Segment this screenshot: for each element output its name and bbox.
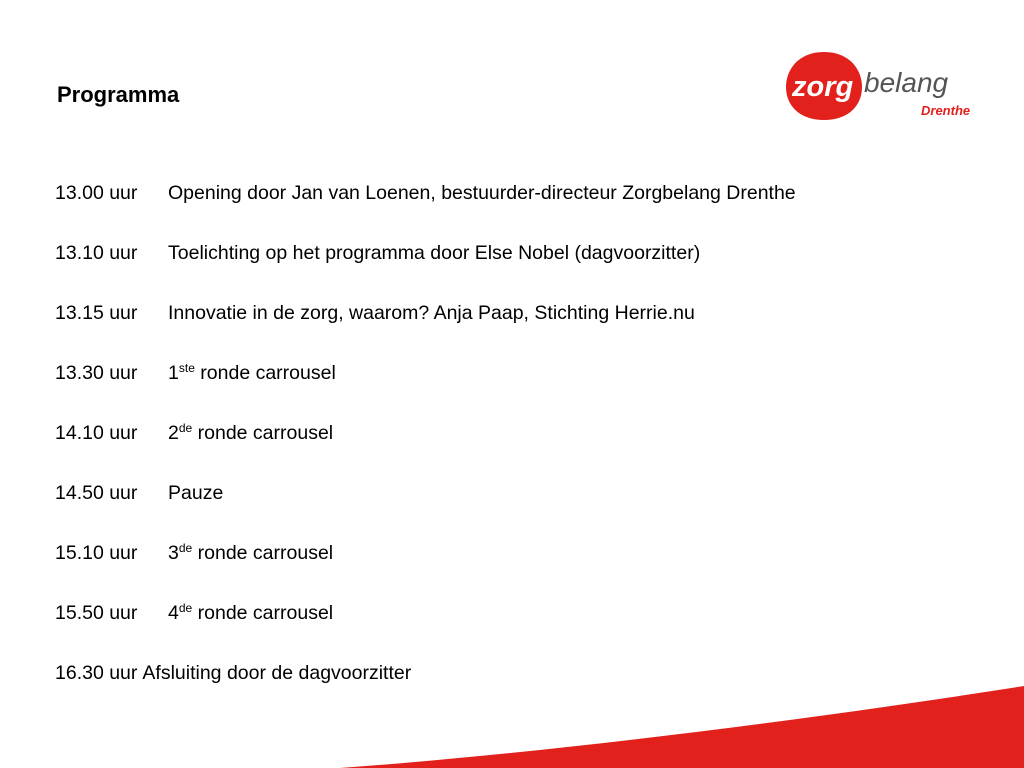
agenda-item [55, 600, 796, 660]
agenda-ordinal-suffix: de [178, 541, 193, 555]
agenda-number: 4 [168, 602, 179, 624]
agenda-item [55, 480, 796, 540]
agenda-text: ronde carrousel [192, 602, 334, 624]
agenda-ordinal-suffix: de [178, 421, 193, 435]
agenda-ordinal-suffix: de [178, 601, 193, 615]
logo-word-belang: belang [864, 67, 949, 98]
agenda-text: ronde carrousel [194, 362, 336, 384]
zorgbelang-logo [786, 50, 986, 125]
agenda-item [55, 180, 796, 240]
agenda-time: 14.50 uur [55, 482, 138, 504]
agenda-text: Afsluiting door de dagvoorzitter [142, 662, 412, 684]
agenda-text: ronde carrousel [192, 542, 334, 564]
agenda-item [55, 300, 796, 360]
agenda-time: 15.10 uur [55, 542, 138, 564]
agenda-number: 1 [168, 362, 179, 384]
agenda-time: 13.30 uur [55, 362, 138, 384]
agenda-text: Innovatie in de zorg, waarom? Anja Paap, Stichting Herrie.nu [168, 302, 695, 324]
agenda-item [55, 360, 796, 420]
agenda-ordinal-suffix: ste [178, 361, 195, 375]
agenda-time: 13.00 uur [55, 182, 138, 204]
agenda-item [55, 660, 796, 720]
agenda-text: Toelichting op het programma door Else Nobel (dagvoorzitter) [168, 242, 701, 264]
agenda-time: 13.10 uur [55, 242, 138, 264]
agenda-text: Pauze [168, 482, 224, 504]
agenda-number: 3 [168, 542, 179, 564]
agenda-time: 13.15 uur [55, 302, 138, 324]
logo-region: Drenthe [921, 103, 971, 118]
agenda-list [55, 180, 796, 720]
slide-title: Programma [57, 82, 180, 107]
agenda-item [55, 240, 796, 300]
agenda-text: ronde carrousel [192, 422, 334, 444]
agenda-time: 14.10 uur [55, 422, 138, 444]
logo-graphic [786, 50, 986, 125]
agenda-text: Opening door Jan van Loenen, bestuurder-directeur Zorgbelang Drenthe [168, 182, 796, 204]
agenda-number: 2 [168, 422, 179, 444]
agenda-item [55, 540, 796, 600]
logo-word-zorg: zorg [792, 71, 854, 103]
agenda-item [55, 420, 796, 480]
agenda-time: 15.50 uur [55, 602, 138, 624]
agenda-time: 16.30 uur [55, 662, 138, 684]
